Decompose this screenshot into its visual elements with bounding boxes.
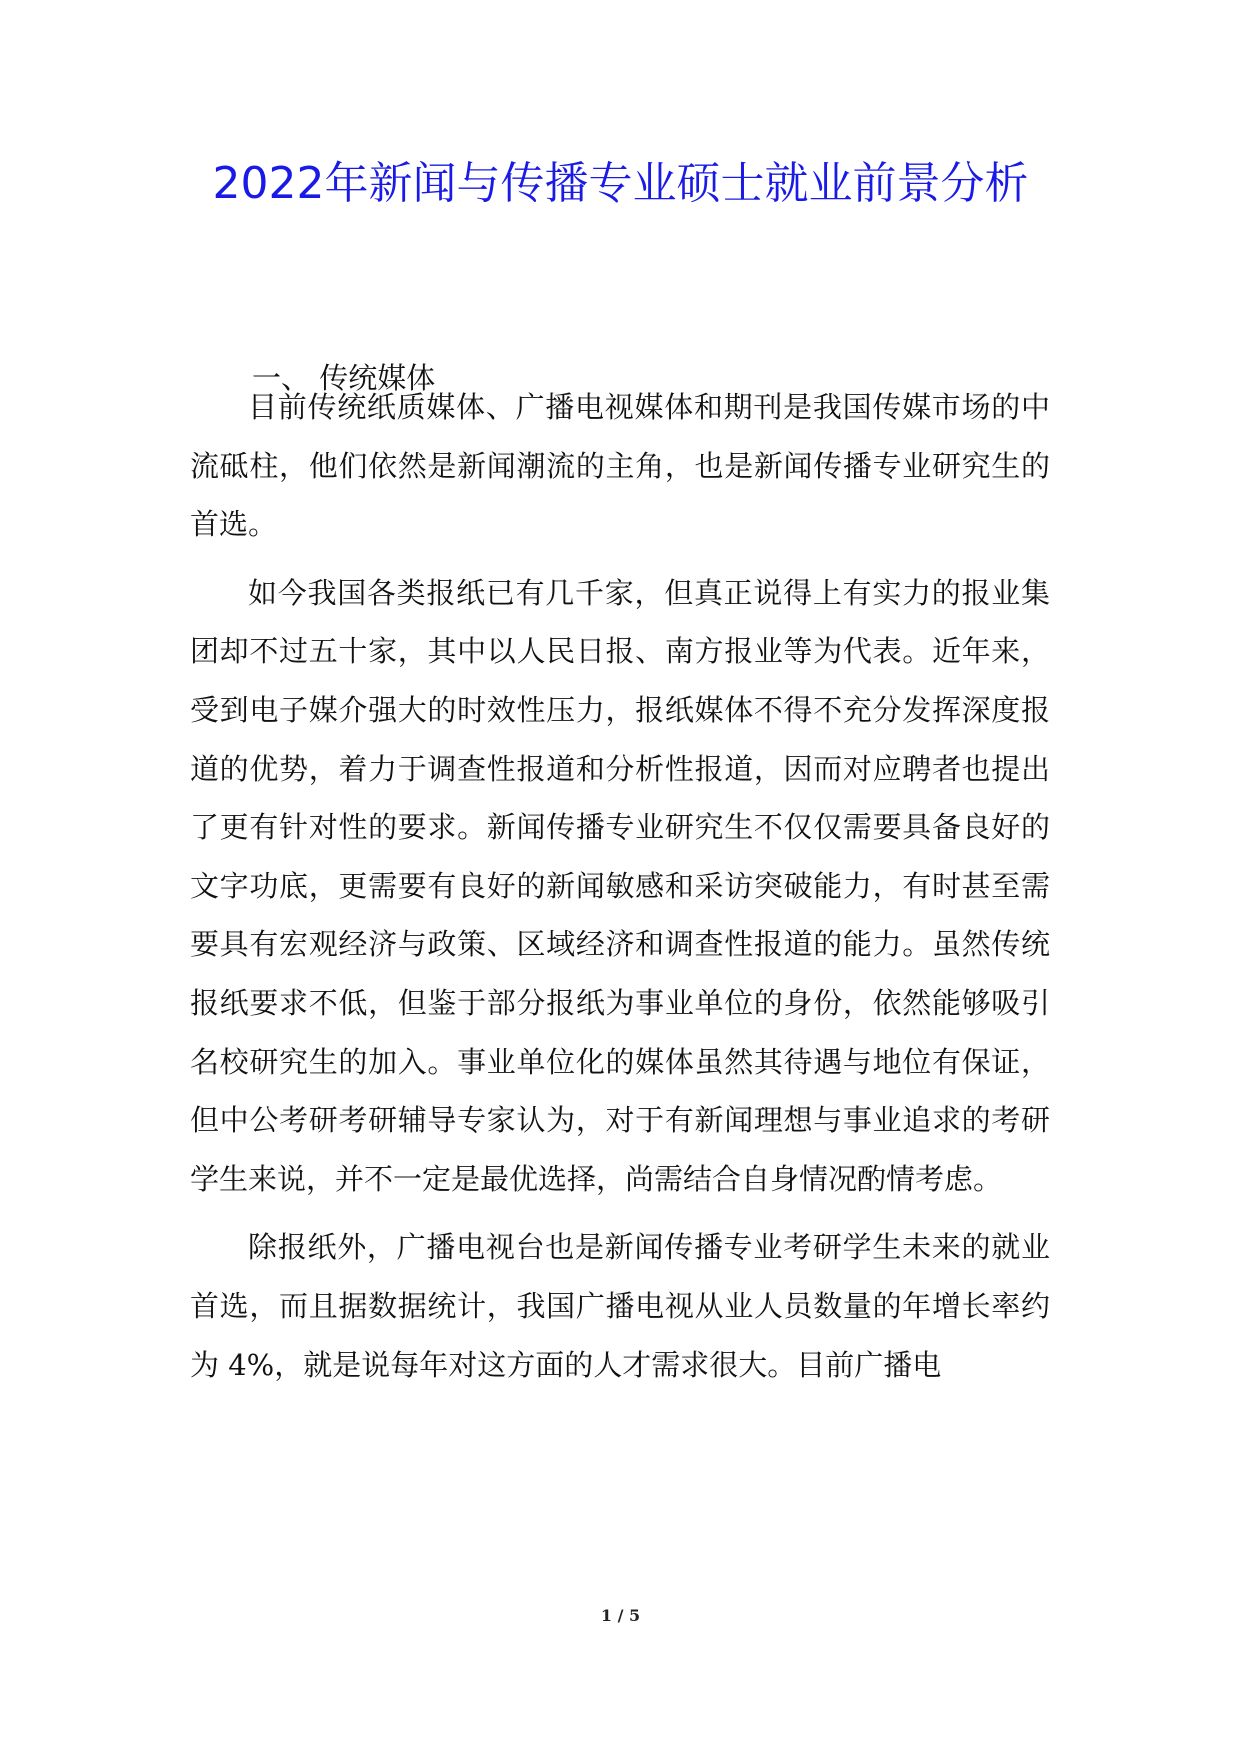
paragraph-1: 目前传统纸质媒体、广播电视媒体和期刊是我国传媒市场的中流砥柱，他们依然是新闻潮流的主角，也是新闻传播专业研究生的首选。 — [190, 390, 1050, 542]
body-text — [190, 378, 1050, 1404]
document-title: 2022年新闻与传播专业硕士就业前景分析 — [212, 158, 1029, 209]
paragraph-2: 如今我国各类报纸已有几千家，但真正说得上有实力的报业集团却不过五十家，其中以人民日报、南方报业等为代表。近年来，受到电子媒介强大的时效性压力，报纸媒体不得不充分发挥深度报道的优势，着力于调查性报道和分析性报道，因而对应聘者也提出了更有针对性的要求。新闻传播专业研究生不仅仅需要具备良好的文字功底，更需要有良好的新闻敏感和采访突破能力，有时甚至需要具有宏观经济与政策、区域经济和调查性报道的能力。虽然传统报纸要求不低，但鉴于部分报纸为事业单位的身份，依然能够吸引名校研究生的加入。事业单位化的媒体虽然其待遇与地位有保证，但中公考研考研辅导专家认为，对于有新闻理想与事业追求的考研学生来说，并不一定是最优选择，尚需结合自身情况酌情考虑。 — [190, 575, 1050, 1196]
page-number: 1 / 5 — [600, 1606, 641, 1625]
paragraph-3: 除报纸外，广播电视台也是新闻传播专业考研学生未来的就业首选，而且据数据统计，我国广播电视从业人员数量的年增长率约为 4%，就是说每年对这方面的人才需求很大。目前广播电 — [190, 1230, 1050, 1382]
section-heading: 一、 传统媒体 — [252, 361, 436, 395]
